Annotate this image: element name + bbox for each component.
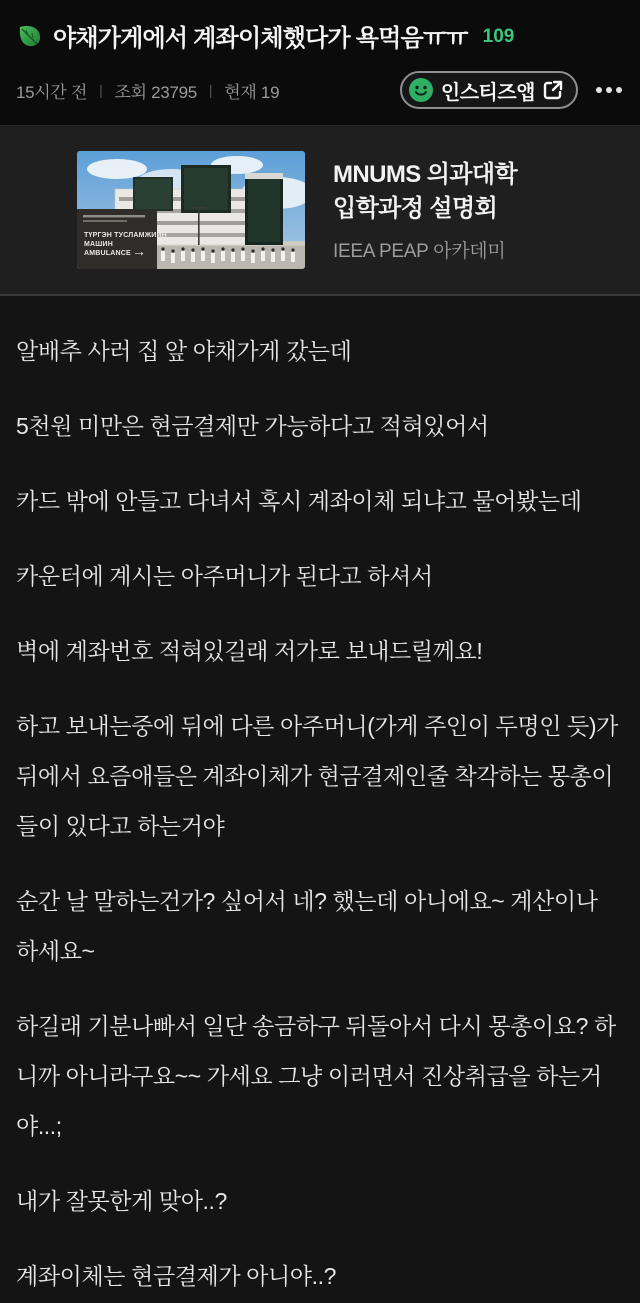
post-title: 야채가게에서 계좌이체했다가 욕먹음ㅠㅠ <box>53 25 468 52</box>
meta-separator: | <box>99 82 103 98</box>
external-link-icon <box>542 79 564 101</box>
sign-line-1: ТҮРГЭН ТУСЛАМЖИЙН <box>84 232 167 239</box>
dot-icon <box>616 87 622 93</box>
post-time: 15시간 전 <box>16 82 88 102</box>
view-count: 조회 23795 <box>114 82 197 102</box>
post-paragraph: 순간 날 말하는건가? 싶어서 네? 했는데 아니에요~ 계산이나 하세요~ <box>16 888 598 964</box>
post-paragraph: 벽에 계좌번호 적혀있길래 저가로 보내드릴께요! <box>16 638 483 664</box>
sign-line-3: AMBULANCE <box>84 250 131 257</box>
post-body <box>0 296 640 1301</box>
smiley-icon <box>408 77 434 103</box>
meta-row <box>16 71 624 109</box>
title-row <box>16 18 624 53</box>
post-paragraph: 카운터에 계시는 아주머니가 된다고 하셔서 <box>16 563 433 589</box>
instiz-app-button-label: 인스티즈앱 <box>440 81 535 104</box>
post-paragraph: 하길래 기분나빠서 일단 송금하구 뒤돌아서 다시 몽총이요? 하니까 아니라구요~~ 가세요 그냥 이러면서 진상취급을 하는거야...; <box>16 1013 616 1139</box>
dot-icon <box>606 87 612 93</box>
header-actions <box>400 71 624 109</box>
ad-image <box>77 151 305 269</box>
ad-text-block <box>333 158 563 263</box>
post-paragraph: 내가 잘못한게 맞아..? <box>16 1188 227 1214</box>
current-viewers: 현재 19 <box>224 82 280 102</box>
post-paragraph: 계좌이체는 현금결제가 아니야..? <box>16 1263 336 1289</box>
sign-line-2: МАШИН <box>84 241 114 248</box>
instiz-app-button[interactable] <box>400 71 578 109</box>
post-paragraph: 5천원 미만은 현금결제만 가능하다고 적혀있어서 <box>16 413 489 439</box>
post-paragraph: 하고 보내는중에 뒤에 다른 아주머니(가게 주인이 두명인 듯)가 뒤에서 요즘애들은 계좌이체가 현금결제인줄 착각하는 몽총이들이 있다고 하는거야 <box>16 713 618 839</box>
ad-title-line2: 입학과정 설명회 <box>333 194 498 222</box>
post-paragraph: 알배추 사러 집 앞 야채가게 갔는데 <box>16 338 352 364</box>
more-options-button[interactable] <box>594 81 624 99</box>
ad-banner[interactable] <box>0 126 640 296</box>
comment-count: 109 <box>482 25 515 47</box>
leaf-icon <box>16 22 44 50</box>
post-meta <box>16 78 279 103</box>
dot-icon <box>596 87 602 93</box>
post-header <box>0 0 640 126</box>
sign-arrow-icon: → <box>132 243 146 259</box>
ad-subtitle: IEEA PEAP 아카데미 <box>333 240 506 262</box>
ad-title-line1: MNUMS 의과대학 <box>333 160 518 188</box>
post-paragraph: 카드 밖에 안들고 다녀서 혹시 계좌이체 되냐고 물어봤는데 <box>16 488 582 514</box>
meta-separator: | <box>208 82 213 98</box>
ad-image-sign <box>84 231 167 258</box>
